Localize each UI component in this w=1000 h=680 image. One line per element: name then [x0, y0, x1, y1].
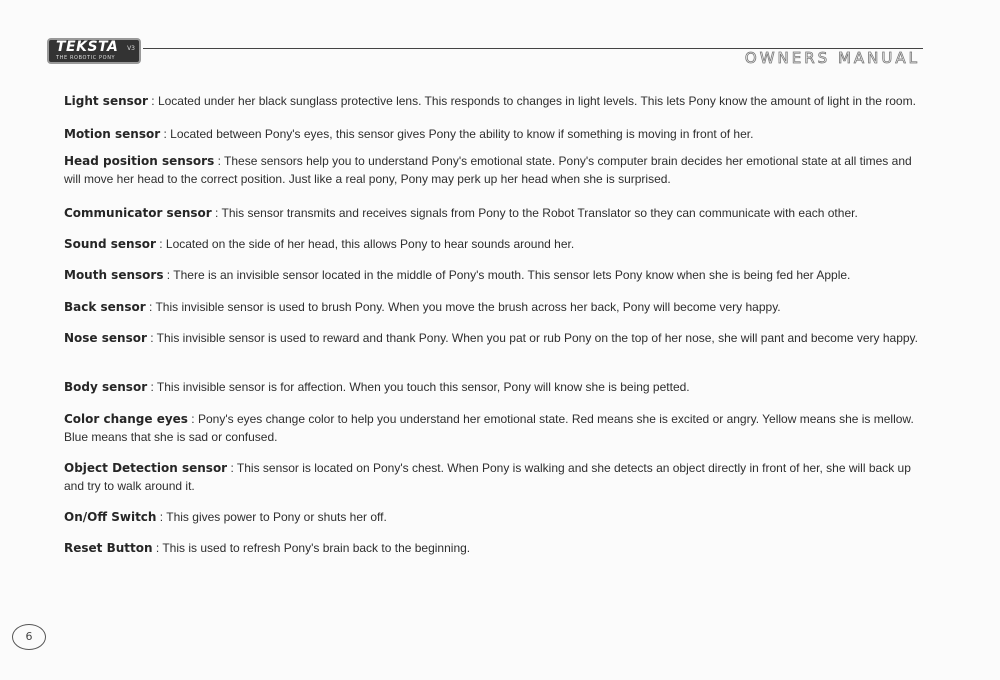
entry-communicator-sensor: Communicator sensor : This sensor transmits and receives signals from Pony to the Robot Translator so they can communicate with each other.	[64, 206, 858, 220]
entry-motion-sensor: Motion sensor : Located between Pony's eyes, this sensor gives Pony the ability to know if something is moving in front of her.	[64, 127, 754, 141]
logo-subtitle: THE ROBOTIC PONY	[56, 55, 116, 61]
entry-term: Mouth sensors	[64, 268, 164, 282]
entry-text: This invisible sensor is for affection. When you touch this sensor, Pony will know she is being petted.	[156, 380, 690, 394]
entry-text: This sensor is located on Pony's chest. When Pony is walking and she detects an object directly in front of her, she will back up and try to walk around it.	[64, 461, 911, 493]
entry-term: Color change eyes	[64, 412, 188, 426]
entry-nose-sensor: Nose sensor : This invisible sensor is used to reward and thank Pony. When you pat or rub Pony on the top of her nose, she will pant and become very happy.	[64, 331, 918, 345]
entry-term: Light sensor	[64, 94, 148, 108]
entry-text: Pony's eyes change color to help you understand her emotional state. Red means she is excited or angry. Yellow means she is mellow. Blue means that she is sad or confused.	[64, 412, 914, 444]
entry-text: This sensor transmits and receives signals from Pony to the Robot Translator so they can communicate with each other.	[221, 206, 858, 220]
page-number: 6	[12, 624, 46, 650]
entry-text: This invisible sensor is used to reward and thank Pony. When you pat or rub Pony on the top of her nose, she will pant and become very happy.	[156, 331, 918, 345]
entry-text: There is an invisible sensor located in the middle of Pony's mouth. This sensor lets Pony know when she is being fed her Apple.	[173, 268, 851, 282]
entry-head-position-sensors: Head position sensors : These sensors help you to understand Pony's emotional state. Pony's computer brain decides her emotional state at all times and will move her head to the correct position. Just like a real pony, Pony may perk up her head when she is surprised.	[64, 154, 912, 186]
entry-reset-button: Reset Button : This is used to refresh Pony's brain back to the beginning.	[64, 541, 471, 555]
entry-term: Back sensor	[64, 300, 146, 314]
entry-term: Communicator sensor	[64, 206, 212, 220]
entry-text: Located under her black sunglass protective lens. This responds to changes in light levels. This lets Pony know the amount of light in the room.	[157, 94, 916, 108]
entry-back-sensor: Back sensor : This invisible sensor is used to brush Pony. When you move the brush across her back, Pony will become very happy.	[64, 300, 781, 314]
logo-title: TEKSTA	[56, 39, 119, 55]
entry-color-change-eyes: Color change eyes : Pony's eyes change color to help you understand her emotional state. Red means she is excited or angry. Yellow means she is mellow. Blue means that she is sad or confused.	[64, 412, 914, 444]
entry-object-detection-sensor: Object Detection sensor : This sensor is located on Pony's chest. When Pony is walking and she detects an object directly in front of her, she will back up and try to walk around it.	[64, 461, 911, 493]
entry-term: Object Detection sensor	[64, 461, 228, 475]
entry-text: Located on the side of her head, this allows Pony to hear sounds around her.	[165, 237, 575, 251]
entry-term: Body sensor	[64, 380, 148, 394]
entry-sound-sensor: Sound sensor : Located on the side of her head, this allows Pony to hear sounds around her.	[64, 237, 575, 251]
entry-on-off-switch: On/Off Switch : This gives power to Pony or shuts her off.	[64, 510, 387, 524]
entry-text: Located between Pony's eyes, this sensor gives Pony the ability to know if something is moving in front of her.	[170, 127, 754, 141]
entry-term: Reset Button	[64, 541, 153, 555]
owners-manual-label: OWNERS MANUAL	[744, 49, 920, 67]
entry-body-sensor: Body sensor : This invisible sensor is for affection. When you touch this sensor, Pony will know she is being petted.	[64, 380, 690, 394]
entry-text: This is used to refresh Pony's brain back to the beginning.	[162, 541, 471, 555]
entry-term: On/Off Switch	[64, 510, 157, 524]
entry-text: This gives power to Pony or shuts her off.	[166, 510, 387, 524]
entry-light-sensor: Light sensor : Located under her black sunglass protective lens. This responds to changes in light levels. This lets Pony know the amount of light in the room.	[64, 94, 916, 108]
entry-text: This invisible sensor is used to brush Pony. When you move the brush across her back, Pony will become very happy.	[155, 300, 781, 314]
entry-term: Nose sensor	[64, 331, 147, 345]
entry-text: These sensors help you to understand Pony's emotional state. Pony's computer brain decides her emotional state at all times and will move her head to the correct position. Just like a real pony, Pony may perk up her head when she is surprised.	[64, 154, 912, 186]
teksta-logo	[47, 38, 141, 64]
entry-mouth-sensors: Mouth sensors : There is an invisible sensor located in the middle of Pony's mouth. This sensor lets Pony know when she is being fed her Apple.	[64, 268, 851, 282]
entry-term: Head position sensors	[64, 154, 215, 168]
entry-term: Motion sensor	[64, 127, 161, 141]
logo-version: V3	[127, 45, 135, 52]
entry-term: Sound sensor	[64, 237, 156, 251]
